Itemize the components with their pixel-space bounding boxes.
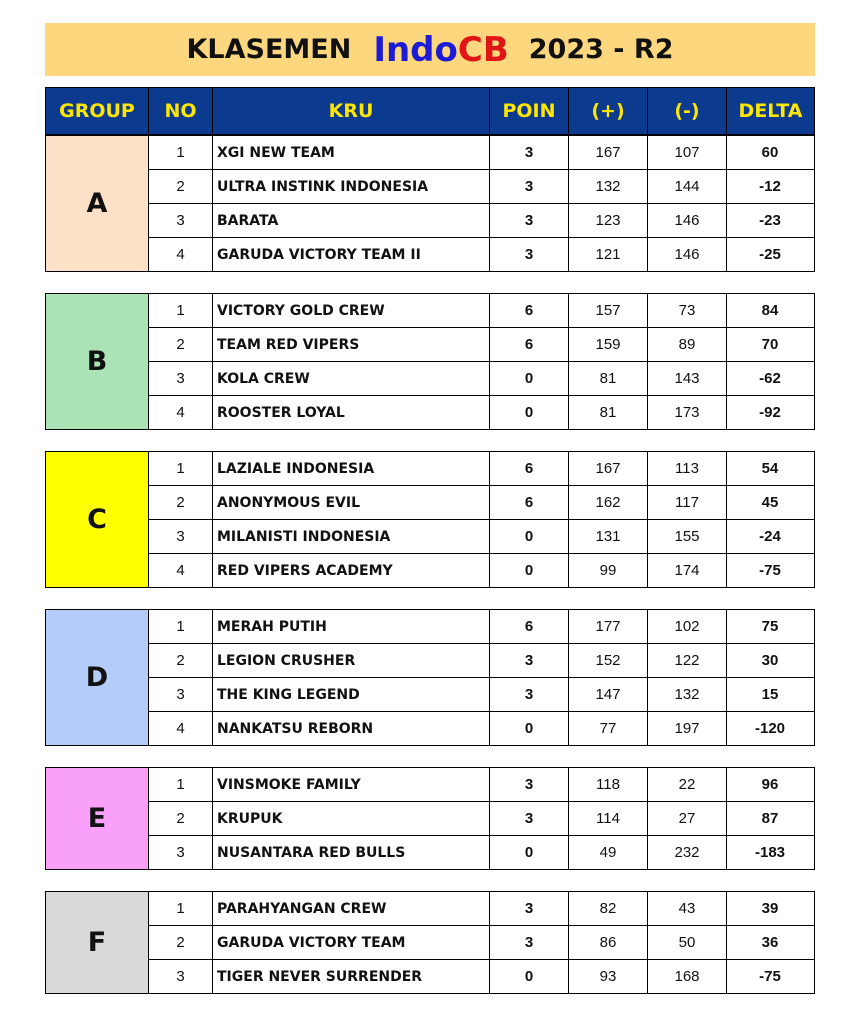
table-row xyxy=(149,170,814,204)
cell-no: 2 xyxy=(149,644,213,677)
table-row xyxy=(149,644,814,678)
header-delta: DELTA xyxy=(738,100,803,122)
cell-delta: -25 xyxy=(759,246,781,263)
title-prefix: KLASEMEN xyxy=(186,34,352,65)
table-row xyxy=(149,294,814,328)
cell-kru: NANKATSU REBORN xyxy=(213,712,490,745)
cell-plus: 147 xyxy=(569,678,648,711)
header-poin: POIN xyxy=(490,88,569,134)
group-block-c xyxy=(45,451,815,588)
cell-minus: 143 xyxy=(648,362,727,395)
cell-plus: 132 xyxy=(569,170,648,203)
group-block-a xyxy=(45,135,815,272)
cell-kru: KRUPUK xyxy=(213,802,490,835)
cell-minus: 155 xyxy=(648,520,727,553)
cell-minus: 73 xyxy=(648,294,727,327)
cell-minus: 117 xyxy=(648,486,727,519)
cell-kru: ROOSTER LOYAL xyxy=(213,396,490,429)
cell-no: 1 xyxy=(149,294,213,327)
table-row xyxy=(149,452,814,486)
cell-no: 1 xyxy=(149,610,213,643)
cell-plus: 93 xyxy=(569,960,648,993)
cell-no: 3 xyxy=(149,960,213,993)
cell-minus: 144 xyxy=(648,170,727,203)
table-row xyxy=(149,892,814,926)
cell-minus: 43 xyxy=(648,892,727,925)
cell-poin: 3 xyxy=(490,926,569,959)
cell-minus: 146 xyxy=(648,204,727,237)
cell-delta: 70 xyxy=(761,336,779,353)
table-row xyxy=(149,238,814,271)
cell-plus: 82 xyxy=(569,892,648,925)
cell-kru: MERAH PUTIH xyxy=(213,610,490,643)
cell-minus: 113 xyxy=(648,452,727,485)
table-row xyxy=(149,836,814,869)
cell-kru: VICTORY GOLD CREW xyxy=(213,294,490,327)
cell-minus: 50 xyxy=(648,926,727,959)
cell-delta: -24 xyxy=(759,528,781,545)
cell-minus: 132 xyxy=(648,678,727,711)
cell-kru: BARATA xyxy=(213,204,490,237)
standings-title xyxy=(45,23,815,76)
cell-kru: GARUDA VICTORY TEAM II xyxy=(213,238,490,271)
cell-poin: 3 xyxy=(490,238,569,271)
cell-delta: -120 xyxy=(754,720,786,737)
header-plus: (+) xyxy=(569,88,648,134)
cell-plus: 152 xyxy=(569,644,648,677)
cell-kru: XGI NEW TEAM xyxy=(213,136,490,169)
cell-plus: 123 xyxy=(569,204,648,237)
cell-delta: -92 xyxy=(759,404,781,421)
cell-plus: 86 xyxy=(569,926,648,959)
cell-plus: 114 xyxy=(569,802,648,835)
table-header xyxy=(45,87,815,135)
cell-minus: 174 xyxy=(648,554,727,587)
cell-minus: 89 xyxy=(648,328,727,361)
cell-no: 1 xyxy=(149,768,213,801)
title-brand-indo: Indo xyxy=(373,29,458,70)
cell-no: 3 xyxy=(149,678,213,711)
table-row xyxy=(149,802,814,836)
cell-no: 3 xyxy=(149,836,213,869)
cell-poin: 6 xyxy=(490,294,569,327)
cell-delta: -12 xyxy=(759,178,781,195)
cell-poin: 3 xyxy=(490,892,569,925)
group-label: E xyxy=(46,768,149,869)
cell-no: 1 xyxy=(149,452,213,485)
cell-poin: 0 xyxy=(490,396,569,429)
cell-no: 3 xyxy=(149,204,213,237)
group-label: D xyxy=(46,610,149,745)
cell-plus: 121 xyxy=(569,238,648,271)
cell-poin: 3 xyxy=(490,170,569,203)
cell-kru: TIGER NEVER SURRENDER xyxy=(213,960,490,993)
cell-plus: 77 xyxy=(569,712,648,745)
table-row xyxy=(149,362,814,396)
cell-poin: 3 xyxy=(490,644,569,677)
cell-plus: 81 xyxy=(569,396,648,429)
cell-no: 4 xyxy=(149,712,213,745)
cell-delta: 60 xyxy=(761,144,779,161)
header-group: GROUP xyxy=(46,88,149,134)
cell-kru: NUSANTARA RED BULLS xyxy=(213,836,490,869)
cell-kru: ANONYMOUS EVIL xyxy=(213,486,490,519)
cell-delta: 75 xyxy=(761,618,779,635)
cell-poin: 6 xyxy=(490,328,569,361)
table-row xyxy=(149,204,814,238)
cell-no: 1 xyxy=(149,892,213,925)
table-row xyxy=(149,520,814,554)
cell-kru: LEGION CRUSHER xyxy=(213,644,490,677)
cell-kru: TEAM RED VIPERS xyxy=(213,328,490,361)
cell-delta: -23 xyxy=(759,212,781,229)
table-row xyxy=(149,610,814,644)
cell-poin: 0 xyxy=(490,362,569,395)
group-block-b xyxy=(45,293,815,430)
cell-delta: 30 xyxy=(761,652,779,669)
cell-minus: 173 xyxy=(648,396,727,429)
table-row xyxy=(149,396,814,429)
group-label: A xyxy=(46,136,149,271)
group-label: B xyxy=(46,294,149,429)
cell-minus: 102 xyxy=(648,610,727,643)
table-row xyxy=(149,926,814,960)
cell-poin: 0 xyxy=(490,520,569,553)
table-row xyxy=(149,328,814,362)
cell-poin: 6 xyxy=(490,452,569,485)
group-rows xyxy=(149,892,814,993)
cell-kru: MILANISTI INDONESIA xyxy=(213,520,490,553)
cell-no: 4 xyxy=(149,554,213,587)
cell-delta: 54 xyxy=(761,460,779,477)
table-row xyxy=(149,712,814,745)
cell-poin: 6 xyxy=(490,486,569,519)
group-block-e xyxy=(45,767,815,870)
cell-delta: 15 xyxy=(761,686,779,703)
cell-poin: 0 xyxy=(490,960,569,993)
cell-no: 2 xyxy=(149,486,213,519)
cell-delta: -62 xyxy=(759,370,781,387)
cell-plus: 167 xyxy=(569,136,648,169)
cell-kru: PARAHYANGAN CREW xyxy=(213,892,490,925)
cell-minus: 168 xyxy=(648,960,727,993)
group-rows xyxy=(149,610,814,745)
table-row xyxy=(149,136,814,170)
table-row xyxy=(149,960,814,993)
table-row xyxy=(149,554,814,587)
header-no: NO xyxy=(149,88,213,134)
cell-delta: 45 xyxy=(761,494,779,511)
header-minus: (-) xyxy=(648,88,727,134)
cell-plus: 118 xyxy=(569,768,648,801)
cell-plus: 81 xyxy=(569,362,648,395)
cell-no: 2 xyxy=(149,926,213,959)
group-rows xyxy=(149,294,814,429)
group-rows xyxy=(149,768,814,869)
cell-kru: LAZIALE INDONESIA xyxy=(213,452,490,485)
cell-plus: 49 xyxy=(569,836,648,869)
cell-delta: -75 xyxy=(759,968,781,985)
cell-plus: 131 xyxy=(569,520,648,553)
group-label: F xyxy=(46,892,149,993)
table-row xyxy=(149,486,814,520)
cell-delta: -75 xyxy=(759,562,781,579)
cell-delta: 96 xyxy=(761,776,779,793)
cell-poin: 3 xyxy=(490,768,569,801)
cell-plus: 157 xyxy=(569,294,648,327)
group-block-d xyxy=(45,609,815,746)
cell-minus: 27 xyxy=(648,802,727,835)
cell-no: 3 xyxy=(149,520,213,553)
table-row xyxy=(149,768,814,802)
cell-minus: 232 xyxy=(648,836,727,869)
cell-plus: 99 xyxy=(569,554,648,587)
cell-kru: VINSMOKE FAMILY xyxy=(213,768,490,801)
cell-poin: 3 xyxy=(490,204,569,237)
cell-poin: 3 xyxy=(490,136,569,169)
cell-kru: KOLA CREW xyxy=(213,362,490,395)
cell-kru: ULTRA INSTINK INDONESIA xyxy=(213,170,490,203)
cell-poin: 3 xyxy=(490,802,569,835)
cell-plus: 162 xyxy=(569,486,648,519)
cell-poin: 0 xyxy=(490,712,569,745)
cell-no: 1 xyxy=(149,136,213,169)
group-rows xyxy=(149,452,814,587)
cell-minus: 197 xyxy=(648,712,727,745)
cell-poin: 0 xyxy=(490,554,569,587)
cell-plus: 177 xyxy=(569,610,648,643)
cell-delta: 87 xyxy=(761,810,779,827)
cell-delta: -183 xyxy=(754,844,786,861)
table-row xyxy=(149,678,814,712)
cell-no: 2 xyxy=(149,328,213,361)
cell-no: 4 xyxy=(149,238,213,271)
title-suffix: 2023 - R2 xyxy=(528,34,674,65)
cell-delta: 84 xyxy=(761,302,779,319)
cell-kru: RED VIPERS ACADEMY xyxy=(213,554,490,587)
group-block-f xyxy=(45,891,815,994)
cell-kru: GARUDA VICTORY TEAM xyxy=(213,926,490,959)
cell-no: 2 xyxy=(149,170,213,203)
cell-poin: 6 xyxy=(490,610,569,643)
cell-plus: 159 xyxy=(569,328,648,361)
title-brand-cb: CB xyxy=(457,29,509,70)
cell-kru: THE KING LEGEND xyxy=(213,678,490,711)
cell-minus: 146 xyxy=(648,238,727,271)
cell-minus: 107 xyxy=(648,136,727,169)
cell-minus: 122 xyxy=(648,644,727,677)
cell-plus: 167 xyxy=(569,452,648,485)
cell-no: 4 xyxy=(149,396,213,429)
cell-no: 2 xyxy=(149,802,213,835)
group-label: C xyxy=(46,452,149,587)
cell-minus: 22 xyxy=(648,768,727,801)
cell-no: 3 xyxy=(149,362,213,395)
cell-delta: 39 xyxy=(761,900,779,917)
cell-delta: 36 xyxy=(761,934,779,951)
cell-poin: 0 xyxy=(490,836,569,869)
cell-poin: 3 xyxy=(490,678,569,711)
header-kru: KRU xyxy=(213,88,490,134)
group-rows xyxy=(149,136,814,271)
